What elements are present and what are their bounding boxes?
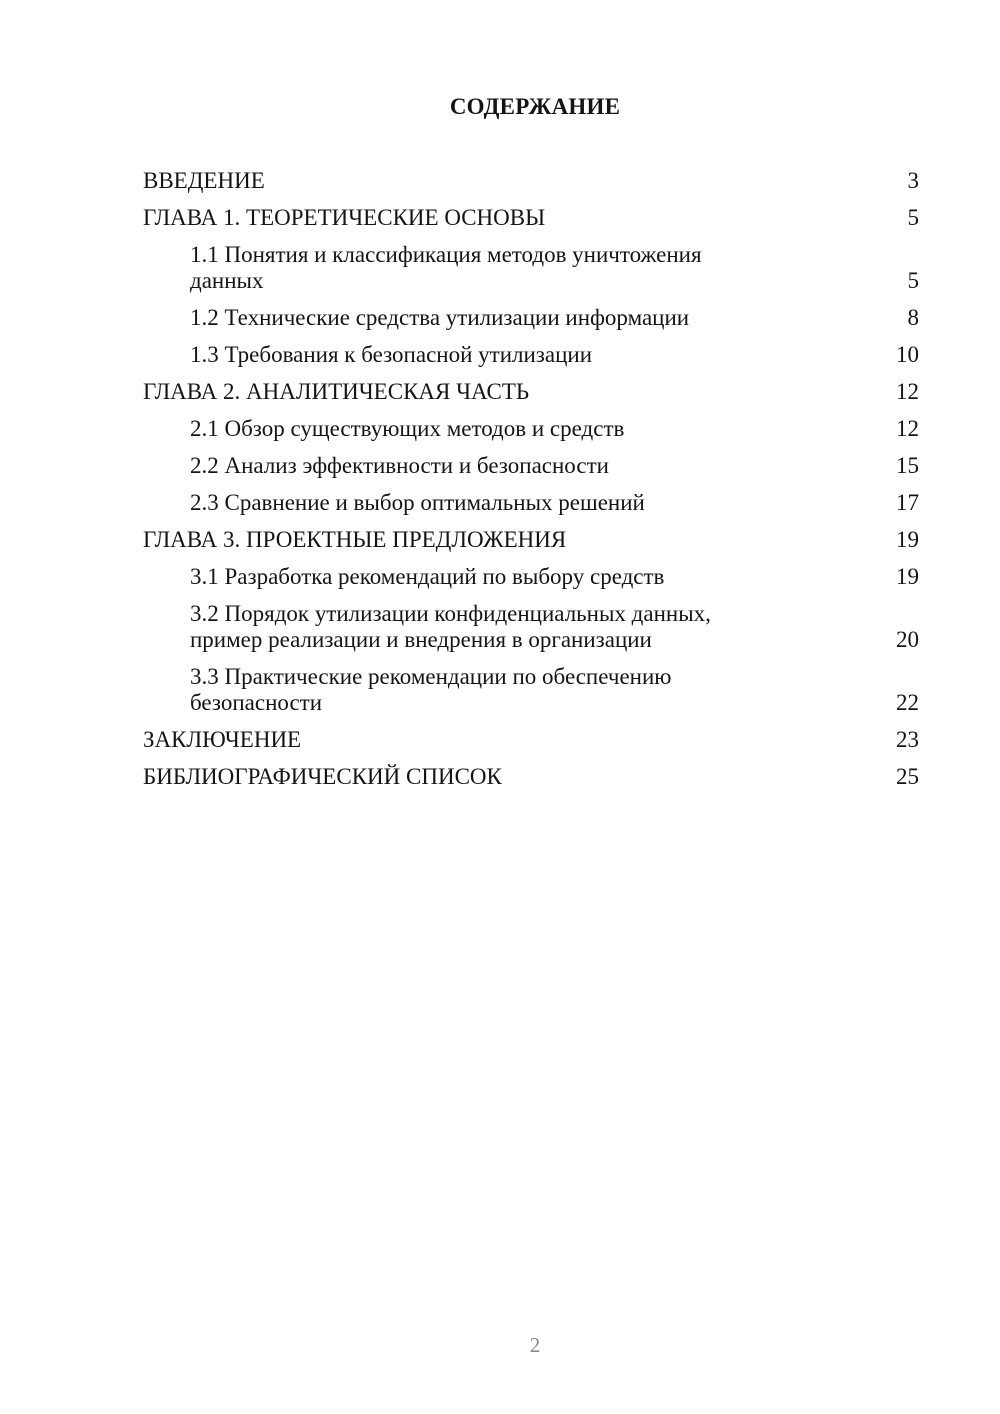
toc-entry-page: 17 (896, 490, 919, 515)
toc-entry[interactable] (143, 305, 919, 331)
toc-entry-label: 1.3 Требования к безопасной утилизации (190, 342, 593, 367)
toc-entry[interactable] (143, 453, 919, 479)
page-title: СОДЕРЖАНИЕ (449, 94, 621, 119)
toc-entry-page: 12 (896, 379, 919, 404)
toc-entry-page: 5 (907, 268, 919, 293)
toc-entry[interactable] (143, 379, 919, 405)
toc-entry[interactable] (143, 727, 919, 753)
toc-entry-label: 2.1 Обзор существующих методов и средств (190, 416, 625, 441)
toc-entry-label: ГЛАВА 1. ТЕОРЕТИЧЕСКИЕ ОСНОВЫ (143, 205, 546, 230)
toc-entry-label: ВВЕДЕНИЕ (143, 168, 265, 193)
toc-entry-label: 3.3 Практические рекомендации по обеспечению безопасности (190, 664, 672, 715)
toc-entry-label: 2.2 Анализ эффективности и безопасности (190, 453, 609, 478)
toc-entry-label: ЗАКЛЮЧЕНИЕ (143, 727, 302, 752)
toc-entry-label: ГЛАВА 2. АНАЛИТИЧЕСКАЯ ЧАСТЬ (143, 379, 530, 404)
toc-entry[interactable] (143, 527, 919, 553)
toc-entry-page: 23 (896, 727, 919, 752)
toc-entry-label: 1.1 Понятия и классификация методов уничтожения данных (190, 242, 702, 293)
toc-entry-page: 15 (896, 453, 919, 478)
toc-entry[interactable] (143, 664, 919, 716)
toc-entry-page: 19 (896, 527, 919, 552)
toc-entry[interactable] (143, 205, 919, 231)
toc-entry-label: 1.2 Технические средства утилизации информации (190, 305, 690, 330)
page-number: 2 (529, 1333, 541, 1357)
toc-entry-page: 22 (896, 690, 919, 715)
toc-entry[interactable] (143, 168, 919, 194)
toc-entry[interactable] (143, 416, 919, 442)
toc-entry-page: 8 (907, 305, 919, 330)
toc-entry-page: 25 (896, 764, 919, 789)
toc-entry-label: 3.2 Порядок утилизации конфиденциальных данных, пример реализации и внедрения в организации (190, 601, 711, 652)
toc-entry[interactable] (143, 490, 919, 516)
toc-entry-page: 5 (907, 205, 919, 230)
toc-entry-page: 20 (896, 627, 919, 652)
toc-entry-page: 19 (896, 564, 919, 589)
toc-entry-page: 3 (907, 168, 919, 193)
toc-entry-label: ГЛАВА 3. ПРОЕКТНЫЕ ПРЕДЛОЖЕНИЯ (143, 527, 567, 552)
toc-entry-label: БИБЛИОГРАФИЧЕСКИЙ СПИСОК (143, 764, 502, 789)
table-of-contents (143, 168, 919, 801)
toc-entry[interactable] (143, 242, 919, 294)
toc-entry-label: 3.1 Разработка рекомендаций по выбору средств (190, 564, 665, 589)
toc-entry-page: 12 (896, 416, 919, 441)
toc-entry[interactable] (143, 764, 919, 790)
toc-entry[interactable] (143, 342, 919, 368)
toc-entry[interactable] (143, 564, 919, 590)
toc-entry[interactable] (143, 601, 919, 653)
toc-entry-page: 10 (896, 342, 919, 367)
toc-entry-label: 2.3 Сравнение и выбор оптимальных решений (190, 490, 645, 515)
